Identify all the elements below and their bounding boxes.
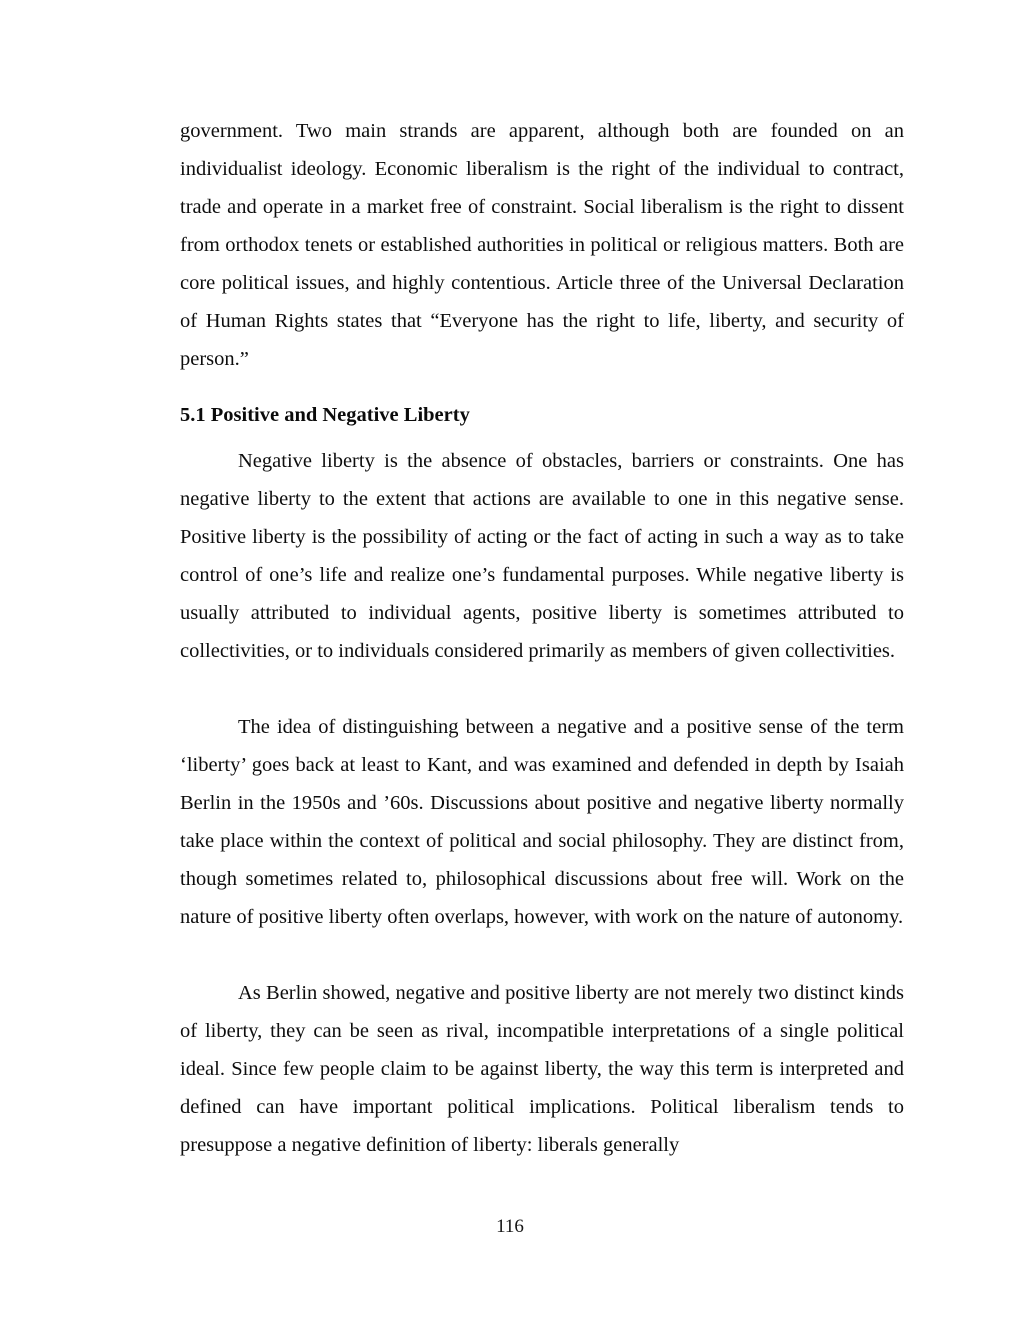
paragraph-continued-government: government. Two main strands are apparent, although both are founded on an individualist ideology. Economic liberalism is the right of the individual to contract, trade and operate in a market free of constraint. Social liberalism is the right to dissent from orthodox tenets or established authorities in political or religious matters. Both are core political issues, and highly contentious. Article three of the Universal Declaration of Human Rights states that “Everyone has the right to life, liberty, and security of person.” [180,120,904,370]
paragraph-negative-liberty: Negative liberty is the absence of obstacles, barriers or constraints. One has negative liberty to the extent that actions are available to one in this negative sense. Positive liberty is the possibility of acting or the fact of acting in such a way as to take control of one’s life and realize one’s fundamental purposes. While negative liberty is usually attributed to individual agents, positive liberty is sometimes attributed to collectivities, or to individuals considered primarily as members of given collectivities. [180,450,904,662]
heading-spacer-below [180,434,904,442]
paragraph-distinguishing-idea: The idea of distinguishing between a negative and a positive sense of the term ‘liberty’ goes back at least to Kant, and was examined and defended in depth by Isaiah Berlin in the 1950s and ’60s. Discussions about positive and negative liberty normally take place within the context of political and social philosophy. They are distinct from, though sometimes related to, philosophical discussions about free will. Work on the nature of positive liberty often overlaps, however, with work on the nature of autonomy. [180,716,904,928]
page-number: 116 [496,1216,524,1237]
text-column [180,112,904,1164]
section-heading-5-1: 5.1 Positive and Negative Liberty [180,404,470,426]
heading-spacer-above [180,378,904,396]
paragraph-as-berlin-showed: As Berlin showed, negative and positive liberty are not merely two distinct kinds of liberty, they can be seen as rival, incompatible interpretations of a single political ideal. Since few people claim to be against liberty, the way this term is interpreted and defined can have important political implications. Political liberalism tends to presuppose a negative definition of liberty: liberals generally [180,982,904,1156]
